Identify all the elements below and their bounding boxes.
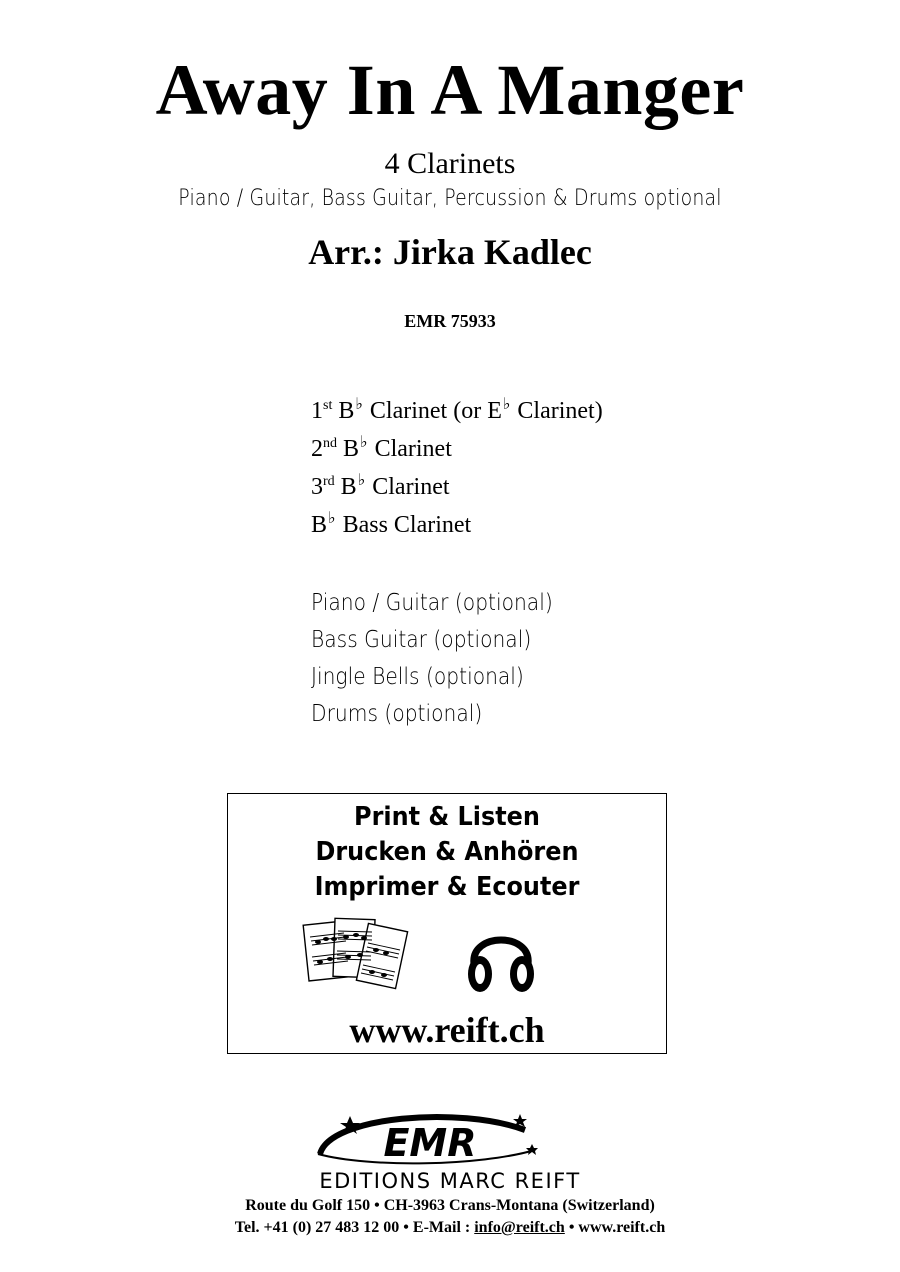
sheet-music-icon — [300, 917, 412, 995]
page-title: Away In A Manger — [155, 50, 745, 130]
emr-logo — [310, 1110, 542, 1170]
promo-line-german: Drucken & Anhören — [315, 837, 579, 867]
svg-text:EMR: EMR — [383, 1121, 477, 1165]
promo-line-english: Print & Listen — [354, 802, 540, 832]
part-item: 2nd B♭ Clarinet — [311, 434, 452, 462]
instrumentation-subtitle: 4 Clarinets — [384, 147, 516, 180]
parts-list-clarinets — [311, 396, 603, 548]
headphones-icon — [466, 918, 536, 996]
publisher-contact: Tel. +41 (0) 27 483 12 00 • E-Mail : info@reift.ch • www.reift.ch — [234, 1219, 666, 1236]
part-item: Drums (optional) — [311, 701, 483, 727]
part-item: Bass Guitar (optional) — [311, 627, 532, 653]
arranger-credit: Arr.: Jirka Kadlec — [308, 232, 592, 272]
part-item: 1st B♭ Clarinet (or E♭ Clarinet) — [311, 396, 603, 424]
part-item: 3rd B♭ Clarinet — [311, 472, 450, 500]
part-item: B♭ Bass Clarinet — [311, 510, 472, 538]
catalog-number: EMR 75933 — [404, 311, 496, 331]
print-listen-box — [227, 793, 667, 1054]
publisher-name: EDITIONS MARC REIFT — [319, 1169, 581, 1193]
website-link[interactable]: www.reift.ch — [349, 1010, 545, 1050]
optional-instruments-line: Piano / Guitar, Bass Guitar, Percussion & Drums optional — [178, 186, 722, 211]
publisher-address: Route du Golf 150 • CH-3963 Crans-Montana (Switzerland) — [245, 1197, 655, 1214]
email-link[interactable]: info@reift.ch — [474, 1219, 565, 1236]
part-item: Piano / Guitar (optional) — [311, 590, 553, 616]
promo-line-french: Imprimer & Ecouter — [314, 872, 580, 902]
parts-list-optional — [311, 588, 586, 736]
part-item: Jingle Bells (optional) — [311, 664, 524, 690]
